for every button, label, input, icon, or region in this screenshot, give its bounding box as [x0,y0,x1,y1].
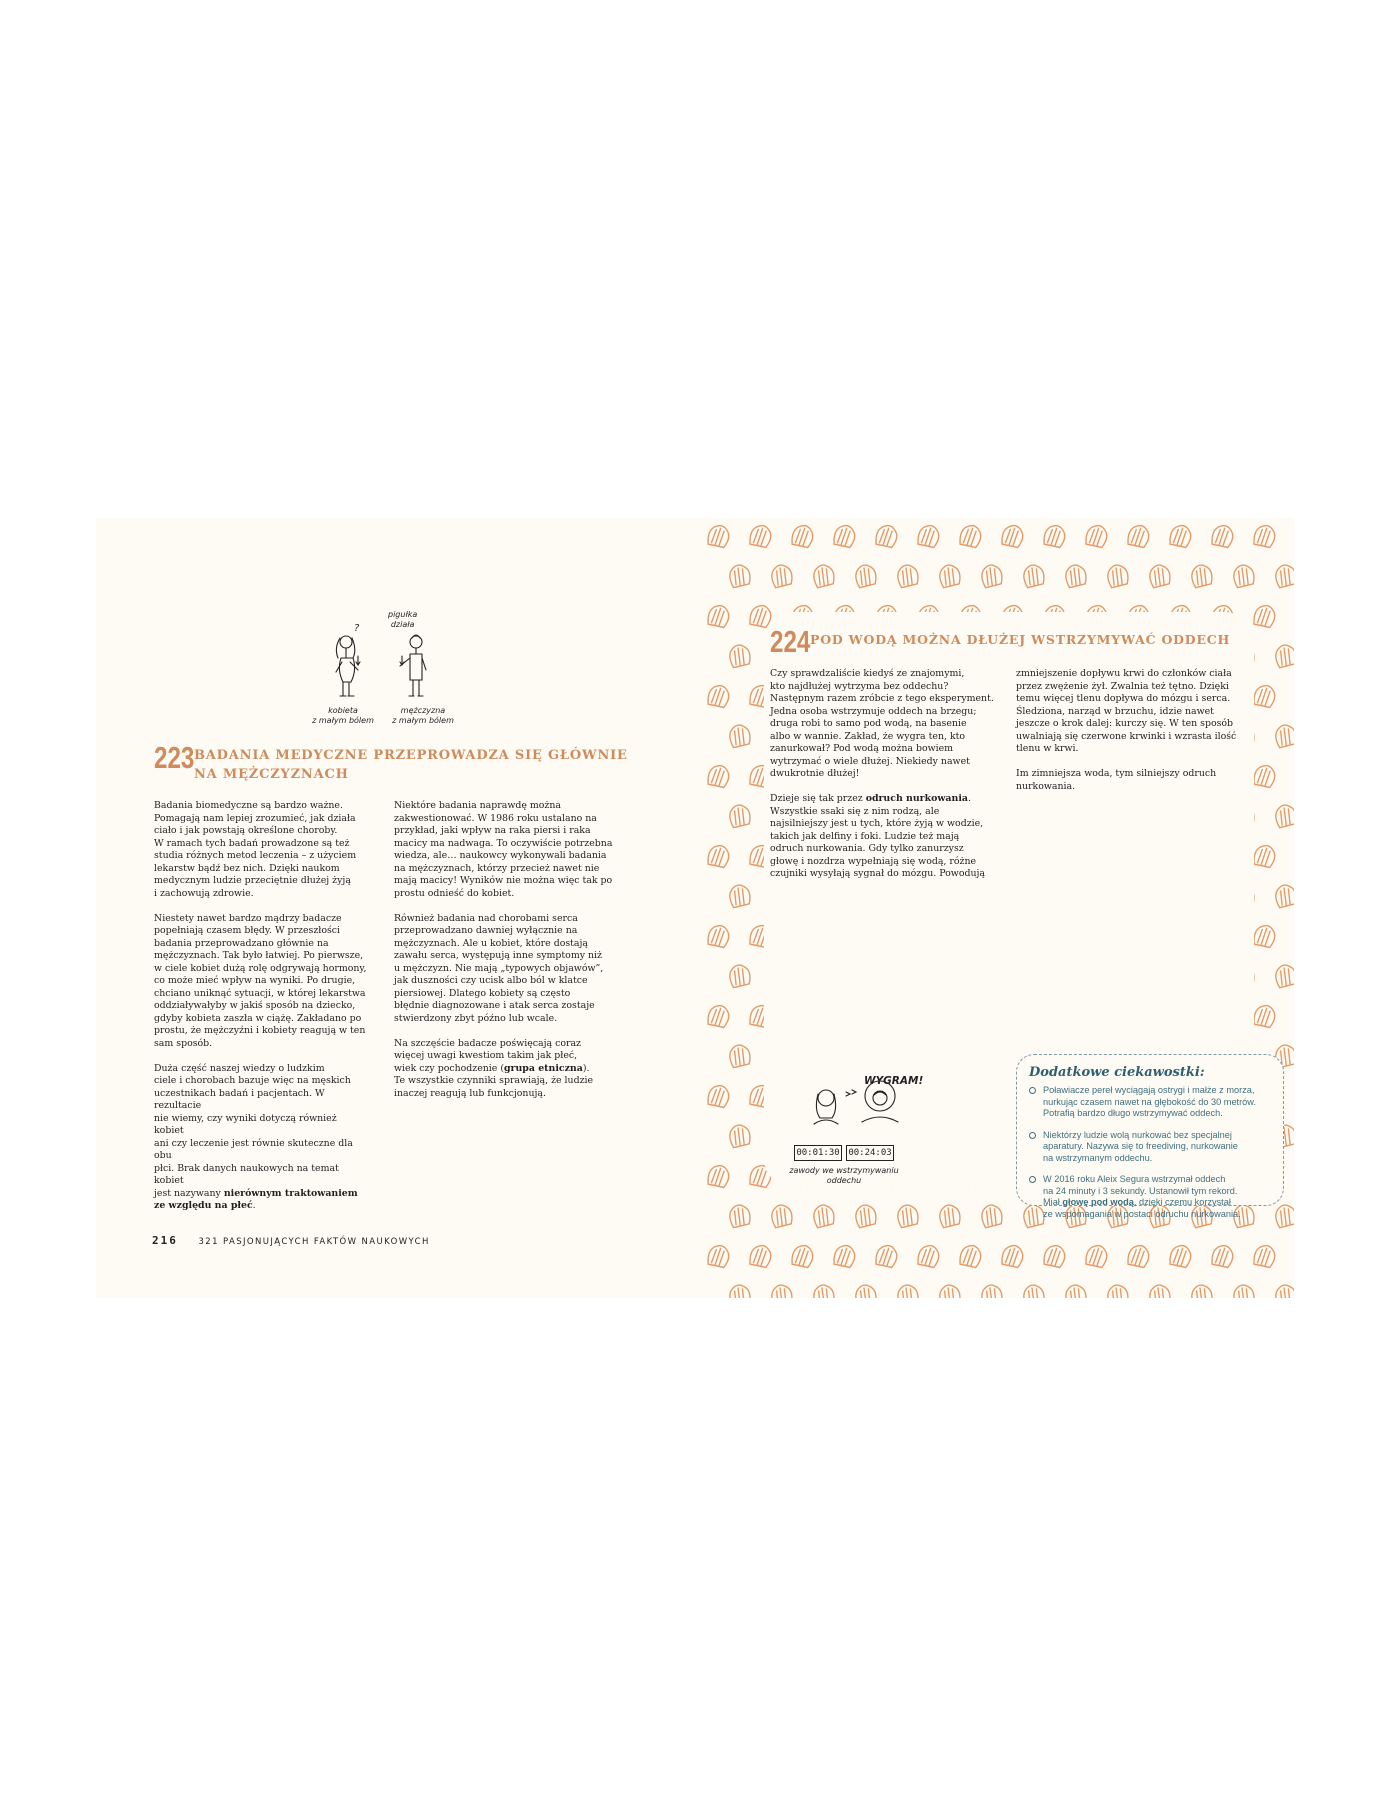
question-mark-note: ? [354,623,360,634]
contest-caption: zawody we wstrzymywaniu oddechu [789,1166,899,1185]
pattern-shell-icon [1127,524,1151,549]
pattern-shell-icon [707,684,731,709]
pattern-shell-icon [707,524,731,549]
fact-number-223: 223 [154,740,195,775]
list-item-text: W 2016 roku Aleix Segura wstrzymał oddech na 24 minuty i 3 sekundy. Ustanowił tym rekord. Miał [1043,1174,1238,1207]
pattern-shell-icon [707,844,731,869]
paragraph-text: Dzieje się tak przez [770,793,866,804]
pattern-shell-icon [1253,844,1277,869]
pattern-shell-icon [727,563,752,588]
pattern-shell-icon [959,524,983,549]
right-column-2 [1016,668,1246,806]
paragraph: Również badania nad chorobami serca przeprowadzano dawniej wyłącznie na mężczyznach. Ale u kobiet, które dostają zawału serca, występują inne symptomy niż u mężczyzn. Nie mają „typowych objawów”, jak duszności czy ucisk albo ból w klatce piersiowej. Dlatego kobiety są często błędnie diagnozowane i atak serca zostaje stwierdzony zbyt późno lub wcale. [394,912,604,1024]
pattern-shell-icon [727,723,752,748]
paragraph [154,1063,369,1213]
pattern-shell-icon [853,1283,878,1298]
book-title: 321 PASJONUJĄCYCH FAKTÓW NAUKOWYCH [198,1237,430,1247]
pattern-shell-icon [917,1244,941,1269]
pattern-shell-icon [937,1283,962,1298]
pattern-shell-icon [749,1244,773,1269]
pattern-shell-icon [1273,723,1294,748]
pattern-shell-icon [1169,1244,1193,1269]
pattern-shell-icon [707,604,731,629]
pattern-shell-icon [727,963,752,988]
extra-facts-title: Dodatkowe ciekawostki: [1029,1065,1205,1080]
shout-note: WYGRAM! [864,1075,924,1087]
pattern-shell-icon [1001,1244,1025,1269]
pattern-shell-icon [979,1203,1004,1228]
right-page [698,518,1294,1298]
bold-term: grupa etniczna [504,1062,583,1074]
pattern-shell-icon [811,1203,836,1228]
pattern-shell-icon [1211,1244,1235,1269]
pattern-shell-icon [769,1283,794,1298]
woman-and-man-illustration [316,620,466,702]
pattern-shell-icon [1273,803,1294,828]
page-footer [152,1234,430,1247]
paragraph [770,793,995,881]
right-column-1 [770,668,995,893]
paragraph: Im zimniejsza woda, tym silniejszy odruch nurkowania. [1016,768,1217,792]
pattern-shell-icon [1063,1283,1088,1298]
pattern-shell-icon [1273,1283,1294,1298]
list-item [1029,1085,1273,1120]
pattern-shell-icon [707,1004,731,1029]
extra-facts-list [1029,1085,1273,1230]
pattern-shell-icon [895,1203,920,1228]
pattern-shell-icon [1273,1203,1294,1228]
bold-term: głowę pod wodą [1062,1197,1134,1207]
pattern-shell-icon [1147,563,1172,588]
woman-caption: kobieta z małym bólem [312,706,374,725]
pattern-shell-icon [707,764,731,789]
pattern-shell-icon [979,1283,1004,1298]
pattern-shell-icon [811,1283,836,1298]
paragraph-text: Duża część naszej wiedzy o ludzkim ciele i chorobach bazuje więc na męskich uczestnikach badań i pacjentach. W rezultacie nie wiemy, czy wyniki dotyczą również kobiet ani czy leczenie jest równie skuteczne dla obu płci. Brak danych naukowych na temat kobiet jest nazywany [154,1062,353,1199]
pattern-shell-icon [727,1123,752,1148]
left-column-1 [154,800,369,1225]
bullet-circle-icon [1029,1132,1036,1139]
pattern-shell-icon [1253,684,1277,709]
paragraph-end: ). Te wszystkie czynniki sprawiają, że ludzie inaczej reagują lub funkcjonują. [394,1062,594,1099]
paragraph: Niektóre badania naprawdę można zakwestionować. W 1986 roku ustalano na przykład, jaki wpływ na raka piersi i raka macicy ma nadwaga. To oczywiście potrzebna wiedza, ale… naukowcy wykonywali badania na mężczyznach, którzy przecież nawet nie mają macicy! Wyników nie można więc tak po prostu odnieść do kobiet. [394,800,613,899]
pattern-shell-icon [1231,563,1256,588]
pattern-shell-icon [727,1043,752,1068]
pattern-shell-icon [707,924,731,949]
paragraph-end: . Wszystkie ssaki się z nim rodzą, ale najsilniejszy jest u tych, które żyją w wodzie, takich jak delfiny i foki. Ludzie też mają odruch nurkowania. Gdy tylko zanurzysz głowę i nozdrza wypełniają się wodą, różne czujniki wysyłają sygnał do mózgu. Powodują [770,793,985,879]
timer-display-2: 00:24:03 [846,1145,894,1161]
pattern-shell-icon [875,524,899,549]
pattern-shell-icon [727,1283,752,1298]
pattern-shell-icon [853,1203,878,1228]
pattern-shell-icon [1063,563,1088,588]
pattern-shell-icon [1273,563,1294,588]
pattern-shell-icon [769,563,794,588]
pattern-shell-icon [749,524,773,549]
pattern-shell-icon [875,1244,899,1269]
book-spread [96,518,1294,1298]
pattern-shell-icon [1189,563,1214,588]
left-page [96,518,696,1298]
pattern-shell-icon [727,1203,752,1228]
paragraph: zmniejszenie dopływu krwi do członków ciała przez zwężenie żył. Zwalnia też tętno. Dzięki temu więcej tlenu dopływa do mózgu i serca. Śledziona, narząd w brzuchu, idzie nawet jeszcze o krok dalej: kurczy się. W ten sposób uwalniają się czerwone krwinki i wzrasta ilość tlenu w krwi. [1016,668,1237,754]
pattern-shell-icon [727,803,752,828]
extra-facts-box [1016,1054,1284,1219]
paragraph-end: . [252,1200,256,1211]
pattern-shell-icon [1105,1283,1130,1298]
list-item [1029,1174,1273,1220]
pattern-shell-icon [727,883,752,908]
man-caption: mężczyzna z małym bólem [392,706,454,725]
pattern-shell-icon [1253,524,1277,549]
pattern-shell-icon [1253,1244,1277,1269]
pattern-shell-icon [1021,1283,1046,1298]
paragraph: Badania biomedyczne są bardzo ważne. Pomagają nam lepiej zrozumieć, jak działa ciało i jak powstają określone choroby. W ramach tych badań prowadzone są też studia różnych metod leczenia – z użyciem lekarstw bądź bez nich. Dzięki naukom medycznym ludzie przeciętnie dłużej żyją i zachowują zdrowie. [154,800,357,899]
pattern-shell-icon [1189,1283,1214,1298]
pattern-shell-icon [769,1203,794,1228]
pattern-shell-icon [895,563,920,588]
list-item-end: , dzięki czemu korzystał ze wspomagania w postaci odruchu nurkowania. [1043,1197,1241,1219]
pattern-shell-icon [791,1244,815,1269]
fact-title-223-line2: NA MĘŻCZYZNACH [194,767,349,782]
fact-title-223-line1: BADANIA MEDYCZNE PRZEPROWADZA SIĘ GŁÓWNIE [194,748,628,763]
pattern-shell-icon [791,524,815,549]
pattern-shell-icon [1211,524,1235,549]
pattern-shell-icon [727,643,752,668]
paragraph [394,1038,624,1101]
pattern-shell-icon [707,1244,731,1269]
pattern-shell-icon [1127,1244,1151,1269]
pattern-shell-icon [937,1203,962,1228]
bullet-circle-icon [1029,1087,1036,1094]
pattern-shell-icon [979,563,1004,588]
list-item [1029,1130,1273,1165]
fact-number-224: 224 [770,624,811,659]
pattern-shell-icon [1001,524,1025,549]
pattern-shell-icon [1253,1004,1277,1029]
content-panel [764,612,1256,1219]
pattern-shell-icon [1231,1283,1256,1298]
pattern-shell-icon [895,1283,920,1298]
pattern-shell-icon [937,563,962,588]
pattern-shell-icon [1169,524,1193,549]
pattern-shell-icon [1105,563,1130,588]
bold-term: nierównym traktowaniem ze względu na płeć [154,1187,358,1211]
pattern-shell-icon [707,1164,731,1189]
pattern-shell-icon [1043,1244,1067,1269]
left-column-2 [394,800,624,1113]
pattern-shell-icon [1253,764,1277,789]
list-item-text: Niektórzy ludzie wolą nurkować bez specjalnej aparatury. Nazywa się to freediving, nurkowanie na wstrzymanym oddechu. [1043,1129,1238,1163]
pattern-shell-icon [1021,563,1046,588]
timer-display-1: 00:01:30 [794,1145,842,1161]
pattern-shell-icon [833,524,857,549]
pattern-shell-icon [1085,1244,1109,1269]
paragraph-text: Na szczęście badacze poświęcają coraz więcej uwagi kwestiom takim jak płeć, wiek czy pochodzenie ( [394,1037,581,1074]
pattern-shell-icon [1273,963,1294,988]
paragraph: Czy sprawdzaliście kiedyś ze znajomymi, kto najdłużej wytrzyma bez oddechu? Następnym razem zróbcie z tego eksperyment. Jedna osoba wstrzymuje oddech na brzegu; druga robi to samo pod wodą, na basenie albo w wannie. Zakład, że wygra ten, kto zanurkował? Pod wodą można bowiem wytrzymać o wiele dłużej. Niekiedy nawet dwukrotnie dłużej! [770,668,994,779]
pattern-shell-icon [1253,924,1277,949]
pattern-shell-icon [1273,883,1294,908]
pattern-shell-icon [917,524,941,549]
pattern-shell-icon [833,1244,857,1269]
pattern-shell-icon [1147,1283,1172,1298]
pattern-shell-icon [811,563,836,588]
pattern-shell-icon [1253,604,1277,629]
bold-term: odruch nurkowania [865,793,968,804]
pattern-shell-icon [853,563,878,588]
pattern-shell-icon [1273,643,1294,668]
list-item-text: Poławiacze pereł wyciągają ostrygi i małże z morza, nurkując czasem nawet na głębokość do 30 metrów. Potrafią bardzo długo wstrzymywać oddech. [1043,1085,1256,1118]
pattern-shell-icon [959,1244,983,1269]
pill-works-note: pigułka działa [388,610,418,629]
pattern-shell-icon [1043,524,1067,549]
fact-title-224: POD WODĄ MOŻNA DŁUŻEJ WSTRZYMYWAĆ ODDECH [810,632,1231,647]
pattern-shell-icon [1085,524,1109,549]
paragraph: Niestety nawet bardzo mądrzy badacze popełniają czasem błędy. W przeszłości badania przeprowadzano głównie na mężczyznach. Tak było łatwiej. Po pierwsze, w ciele kobiet dużą rolę odgrywają hormony, co może mieć wpływ na wyniki. Po drugie, chciano uniknąć sytuacji, w której lekarstwa oddziaływałyby w jakiś sposób na dziecko, gdyby kobieta zaszła w ciążę. Zakładano po prostu, że mężczyźni i kobiety reagują w ten sam sposób. [154,912,367,1049]
pattern-shell-icon [707,1084,731,1109]
bullet-circle-icon [1029,1176,1036,1183]
page-number: 216 [152,1234,178,1247]
